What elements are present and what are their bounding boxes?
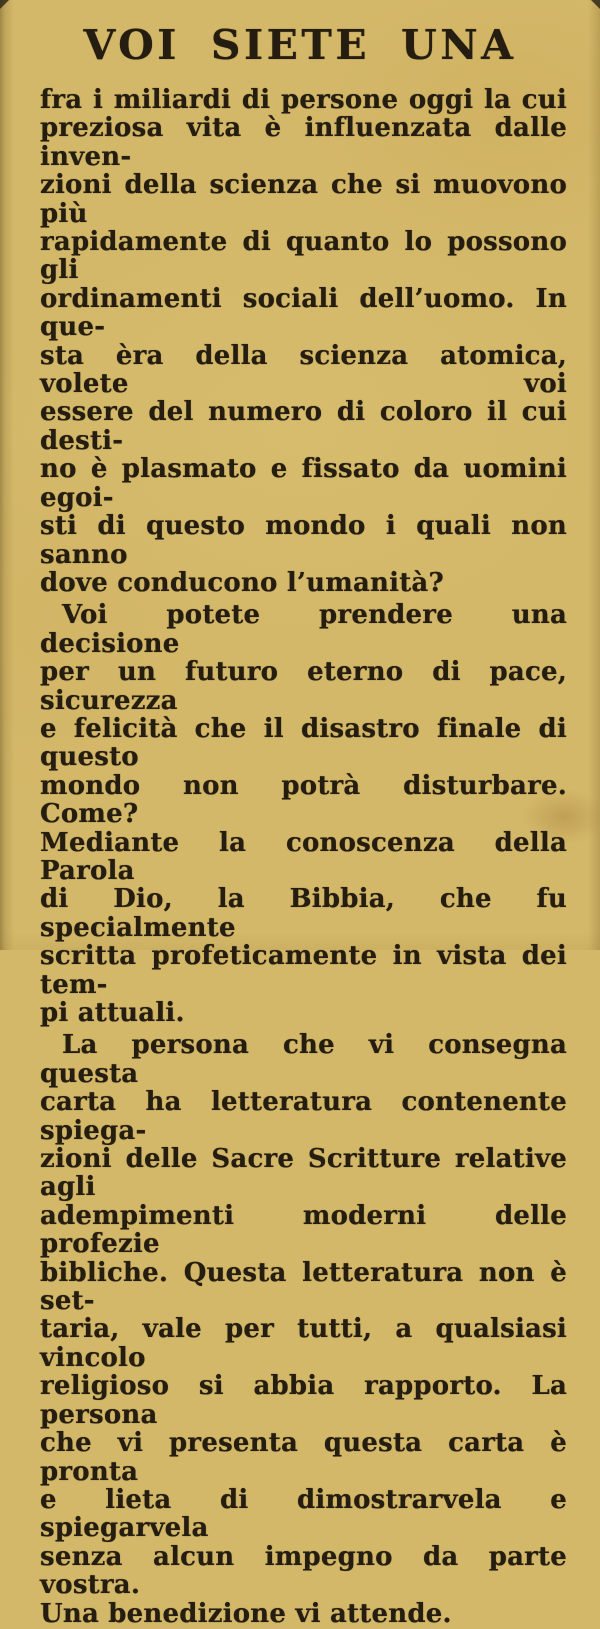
text-line: senza alcun impegno da parte vostra. [40, 1541, 567, 1601]
text-line: zioni delle Sacre Scritture relative agli [40, 1144, 567, 1203]
text-line: pi attuali. [40, 998, 185, 1028]
text-line: per un futuro eterno di pace, sicurezza [40, 657, 567, 716]
text-line: sta èra della scienza atomica, volete voi [40, 340, 567, 400]
text-line: e lieta di dimostrarvela e spiegarvela [40, 1484, 567, 1544]
text-line: che vi presenta questa carta è pronta [40, 1428, 567, 1487]
text-line: no è plasmato e fissato da uomini egoi- [40, 454, 567, 513]
text-line: adempimenti moderni delle profezie [40, 1200, 567, 1260]
text-line: sti di questo mondo i quali non sanno [40, 511, 567, 570]
text-line: Voi potete prendere una decisione [40, 600, 567, 659]
paragraph [40, 601, 567, 1027]
text-line: essere del numero di coloro il cui desti- [40, 397, 567, 456]
paragraph [40, 1031, 567, 1628]
text-line: bibliche. Questa letteratura non è set- [40, 1257, 567, 1317]
paragraph [40, 86, 567, 597]
text-line: di Dio, la Bibbia, che fu specialmente [40, 884, 567, 943]
text-line: dove conducono l’umanità? [40, 567, 444, 598]
text-line: fra i miliardi di persone oggi la cui [40, 85, 567, 115]
text-line: preziosa vita è influenzata dalle inven- [40, 113, 567, 172]
text-line: zioni della scienza che si muovono più [40, 170, 567, 229]
text-line: carta ha letteratura contenente spiega- [40, 1087, 567, 1146]
card-body-text [0, 86, 600, 1628]
text-line: rapidamente di quanto lo possono gli [40, 227, 567, 286]
text-line: e felicità che il disastro finale di questo [40, 713, 567, 773]
text-line: La persona che vi consegna questa [40, 1030, 567, 1089]
card-title: VOI SIETE UNA [83, 21, 517, 69]
text-line: Una benedizione vi attende. [40, 1598, 452, 1629]
text-line: scritta profeticamente in vista dei tem- [40, 941, 567, 1000]
text-line: mondo non potrà disturbare. Come? [40, 770, 567, 830]
text-line: ordinamenti sociali dell’uomo. In que- [40, 283, 567, 343]
text-line: taria, vale per tutti, a qualsiasi vincolo [40, 1314, 567, 1373]
text-line: religioso si abbia rapporto. La persona [40, 1371, 567, 1430]
text-line: Mediante la conoscenza della Parola [40, 827, 567, 886]
